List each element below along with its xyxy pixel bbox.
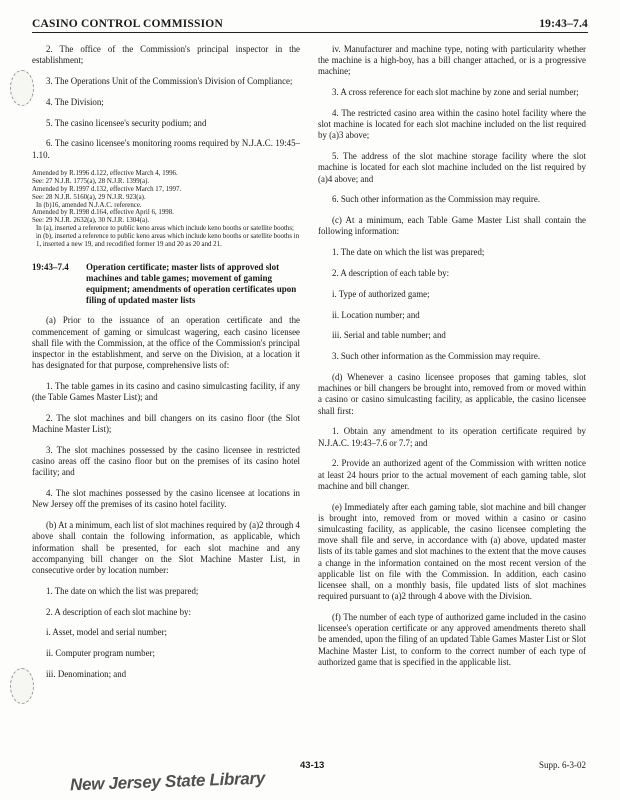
list-item: 6. The casino licensee's monitoring rooms required by N.J.A.C. 19:45–1.10. bbox=[32, 138, 300, 160]
paragraph-f: (f) The number of each type of authorized game included in the casino licensee's operation certificate or any approved amendments thereto shall be amended, upon the filing of an updated Table Games Master List or Slot Machine Master List, to conform to the correct number of each type of authorized game that is specified in the applicable list. bbox=[318, 612, 586, 667]
right-column bbox=[318, 44, 586, 678]
amendment-line: Amended by R.1997 d.132, effective March 17, 1997. bbox=[32, 185, 182, 193]
list-item: 5. The casino licensee's security podium; and bbox=[46, 117, 207, 128]
list-item: 2. A description of each slot machine by: bbox=[46, 606, 191, 617]
paragraph-a: (a) Prior to the issuance of an operation certificate and the commencement of gaming or simulcast wagering, each casino licensee shall file with the Commission, at the office of the Commission's principal inspector in the establishment, and serve on the Division, at a location it has designated for that purpose, comprehensive lists of: bbox=[32, 315, 300, 371]
amendment-line: In (a), inserted a reference to public keno areas which include keno booths or satellite booths; in (b), inserted a reference to public keno areas which include keno booths or satellite booths in 1, inserted a new 19, and recodified former 19 and 20 as 20 and 21. bbox=[36, 224, 300, 248]
list-item: 3. A cross reference for each slot machine by zone and serial number; bbox=[332, 87, 579, 98]
amendment-history bbox=[32, 170, 300, 248]
paragraph-c: (c) At a minimum, each Table Game Master List shall contain the following information: bbox=[318, 215, 586, 237]
list-item: 2. Provide an authorized agent of the Commission with written notice at least 24 hours prior to the actual movement of each gaming table, slot machine and bill changer. bbox=[318, 458, 586, 491]
amendment-line: See: 27 N.J.R. 1775(a), 28 N.J.R. 1399(a). bbox=[32, 178, 150, 186]
paragraph-e: (e) Immediately after each gaming table, slot machine and bill changer is brought into, removed from or moved within a casino or casino simulcasting facility, as applicable, the casino licensee completing the move shall file and serve, in accordance with (a) above, updated master lists of its table games and slot machines to the extent that the move causes a change in the information contained on the most recent version of the applicable list on file with the Commission. In addition, each casino licensee shall, on a monthly basis, file updated lists of slot machines required pursuant to (a)2 through 4 above with the Division. bbox=[318, 501, 586, 602]
paragraph-d: (d) Whenever a casino licensee proposes that gaming tables, slot machines or bill changers be brought into, removed from or moved within a casino or casino simulcasting facility, as applicable, the casino licensee shall first: bbox=[318, 371, 586, 416]
amendment-line: See: 28 N.J.R. 5160(a), 29 N.J.R. 923(a). bbox=[32, 193, 146, 201]
list-item: 1. The date on which the list was prepared; bbox=[46, 585, 199, 596]
list-item: 1. The date on which the list was prepared; bbox=[332, 247, 485, 258]
sub-list-item: ii. Location number; and bbox=[332, 309, 420, 320]
left-column bbox=[32, 44, 300, 690]
punch-hole-bottom bbox=[10, 668, 34, 704]
running-header bbox=[32, 18, 588, 33]
list-item: 1. Obtain any amendment to its operation certificate required by N.J.A.C. 19:43–7.6 or 7.7; and bbox=[318, 426, 586, 448]
amendment-line: In (b)16, amended N.J.A.C. reference. bbox=[36, 201, 142, 209]
amendment-line: See: 29 N.J.R. 2632(a), 30 N.J.R. 1304(a). bbox=[32, 217, 150, 225]
amendment-line: Amended by R.1998 d.164, effective April 6, 1998. bbox=[32, 209, 174, 217]
paragraph-b: (b) At a minimum, each list of slot machines required by (a)2 through 4 above shall contain the following information, as applicable, which information shall be presented, for each slot machine and any accompanying bill changer on the Slot Machine Master List, in consecutive order by location number: bbox=[32, 520, 300, 575]
sub-list-item: iii. Serial and table number; and bbox=[332, 330, 446, 341]
list-item: 2. A description of each table by: bbox=[332, 268, 450, 278]
section-number: 19:43–7.4 bbox=[32, 262, 69, 273]
header-section-number: 19:43–7.4 bbox=[539, 18, 588, 30]
list-item: 3. The Operations Unit of the Commission's Division of Compliance; bbox=[46, 76, 293, 86]
header-title: CASINO CONTROL COMMISSION bbox=[32, 18, 223, 30]
list-item: 4. The slot machines possessed by the casino licensee at locations in New Jersey off the premises of its casino hotel facility. bbox=[32, 488, 300, 510]
list-item: 4. The restricted casino area within the casino hotel facility where the slot machine is located for each slot machine included on the list required by (a)3 above; bbox=[318, 108, 586, 141]
list-item: 3. Such other information as the Commission may require. bbox=[332, 351, 541, 362]
amendment-line: Amended by R.1996 d.122, effective March 4, 1996. bbox=[32, 170, 178, 178]
list-item: 5. The address of the slot machine storage facility where the slot machine is located for each slot machine included on the list required by (a)4 above; and bbox=[318, 151, 586, 184]
list-item: 1. The table games in its casino and casino simulcasting facility, if any (the Table Games Master List); and bbox=[32, 380, 300, 403]
section-heading bbox=[32, 262, 300, 306]
sub-list-item: ii. Computer program number; bbox=[46, 648, 155, 659]
list-item: 4. The Division; bbox=[46, 96, 104, 107]
list-item: 2. The office of the Commission's principal inspector in the establishment; bbox=[32, 44, 300, 66]
sub-list-item: iv. Manufacturer and machine type, noting with particularity whether the machine is a high-boy, has a bill changer attached, or is a progressive machine; bbox=[318, 44, 586, 77]
list-item: 2. The slot machines and bill changers on its casino floor (the Slot Machine Master List); bbox=[32, 412, 300, 435]
sub-list-item: i. Asset, model and serial number; bbox=[46, 627, 168, 638]
section-title: Operation certificate; master lists of approved slot machines and table games; movement of gaming equipment; amendments of operation certificates upon filing of updated master lists bbox=[86, 262, 297, 306]
sub-list-item: iii. Denomination; and bbox=[46, 668, 127, 679]
library-stamp: New Jersey State Library bbox=[69, 768, 266, 795]
punch-hole-top bbox=[10, 70, 34, 106]
supplement-date: Supp. 6-3-02 bbox=[539, 760, 586, 770]
sub-list-item: i. Type of authorized game; bbox=[332, 288, 430, 299]
list-item: 3. The slot machines possessed by the casino licensee in restricted casino areas off the casino floor but on the premises of its casino hotel facility; and bbox=[32, 444, 300, 478]
page-number: 43-13 bbox=[300, 760, 325, 771]
list-item: 6. Such other information as the Commission may require. bbox=[332, 194, 541, 205]
